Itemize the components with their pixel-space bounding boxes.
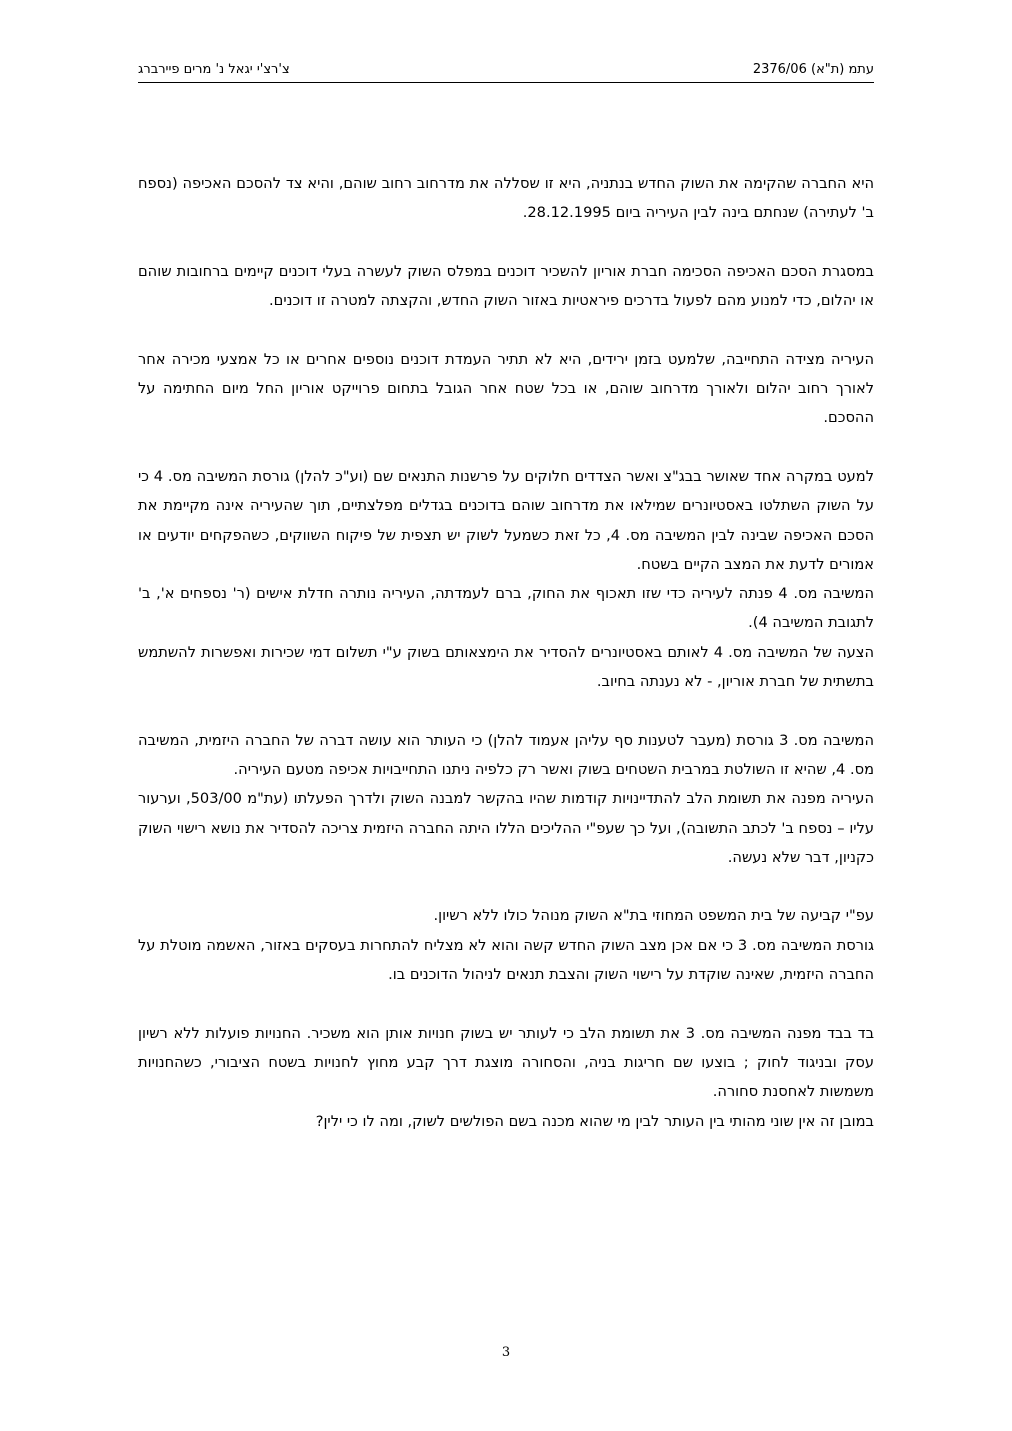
paragraph: במסגרת הסכם האכיפה הסכימה חברת אוריון להשכיר דוכנים במפלס השוק לעשרה בעלי דוכנים קיימים ברחובות שוהם או יהלום, כדי למנוע מהם לפעול בדרכים פיראטיות באזור השוק החדש, והקצתה למטרה זו דוכנים. [138, 262, 874, 310]
paragraph: עפ"י קביעה של בית המשפט המחוזי בת"א השוק מנוהל כולו ללא רשיון. [433, 907, 874, 925]
paragraph: העיריה מצידה התחייבה, שלמעט בזמן ירידים, היא לא תתיר העמדת דוכנים נוספים אחרים או כל אמצעי מכירה אחר לאורך רחוב יהלום ולאורך מדרחוב שוהם, או בכל שטח אחר הגובל בתחום פרוייקט אוריון החל מיום החתימה על ההסכם. [138, 350, 874, 427]
paragraph: גורסת המשיבה מס. 3 כי אם אכן מצב השוק החדש קשה והוא לא מצליח להתחרות בעסקים באזור, האשמה מוטלת על החברה היזמית, שאינה שוקדת על רישוי השוק והצבת תנאים לניהול הדוכנים בו. [138, 936, 874, 984]
paragraph: הצעה של המשיבה מס. 4 לאותם באסטיונרים להסדיר את הימצאותם בשוק ע"י תשלום דמי שכירות ואפשרות להשתמש בתשתית של חברת אוריון, - לא נענתה בחיוב. [138, 643, 874, 691]
header-case-title: צ'רצ'י יגאל נ' מרים פיירברג [138, 62, 290, 77]
paragraph: במובן זה אין שוני מהותי בין העותר לבין מי שהוא מכנה בשם הפולשים לשוק, ומה לו כי ילין? [315, 1112, 874, 1130]
paragraph: העיריה מפנה את תשומת הלב להתדיינויות קודמות שהיו בהקשר למבנה השוק ולדרך הפעלתו (עת"מ 503/00, וערעור עליו – נספח ב' לכתב התשובה), ועל כך שעפ"י ההליכים הללו היתה החברה היזמית צריכה להסדיר את נושא רישוי השוק כקניון, דבר שלא נעשה. [138, 790, 874, 866]
paragraph: היא החברה שהקימה את השוק החדש בנתניה, היא זו שסללה את מדרחוב רחוב שוהם, והיא צד להסכם האכיפה (נספח ב' לעתירה) שנחתם בינה לבין העיריה ביום 28.12.1995. [138, 175, 874, 222]
paragraph: למעט במקרה אחד שאושר בבג"צ ואשר הצדדים חלוקים על פרשנות התנאים שם (וע"כ להלן) גורסת המשיבה מס. 4 כי על השוק השתלטו באסטיונרים שמילאו את מדרחוב שוהם בדוכנים בגדלים מפלצתיים, תוך שהעיריה אינה מקיימת את הסכם האכיפה שבינה לבין המשיבה מס. 4, כל זאת כשמעל לשוק יש תצפית של פיקוח השווקים, כשהפקחים יודעים או אמורים לדעת את המצב הקיים בשטח. [138, 467, 875, 573]
running-header [138, 58, 874, 83]
paragraph: המשיבה מס. 4 פנתה לעיריה כדי שזו תאכוף את החוק, ברם לעמדתה, העיריה נותרה חדלת אישים (ר' נספחים א', ב' לתגובת המשיבה 4). [138, 585, 875, 632]
header-case-number: עתמ (ת"א) 2376/06 [752, 62, 874, 77]
document-body [138, 169, 874, 1136]
page-number: 3 [501, 1345, 511, 1360]
paragraph: המשיבה מס. 3 גורסת (מעבר לטענות סף עליהן אעמוד להלן) כי העותר הוא עושה דברה של החברה היזמית, המשיבה מס. 4, שהיא זו השולטת במרבית השטחים בשוק ואשר רק כלפיה ניתנו התחייבויות אכיפה מטעם העיריה. [138, 731, 874, 778]
paragraph: בד בבד מפנה המשיבה מס. 3 את תשומת הלב כי לעותר יש בשוק חנויות אותן הוא משכיר. החנויות פועלות ללא רשיון עסק ובניגוד לחוק ; בוצעו שם חריגות בניה, והסחורה מוצגת דרך קבע מחוץ לחנויות בשטח הציבורי, כשהחנויות משמשות לאחסנת סחורה. [138, 1024, 875, 1101]
